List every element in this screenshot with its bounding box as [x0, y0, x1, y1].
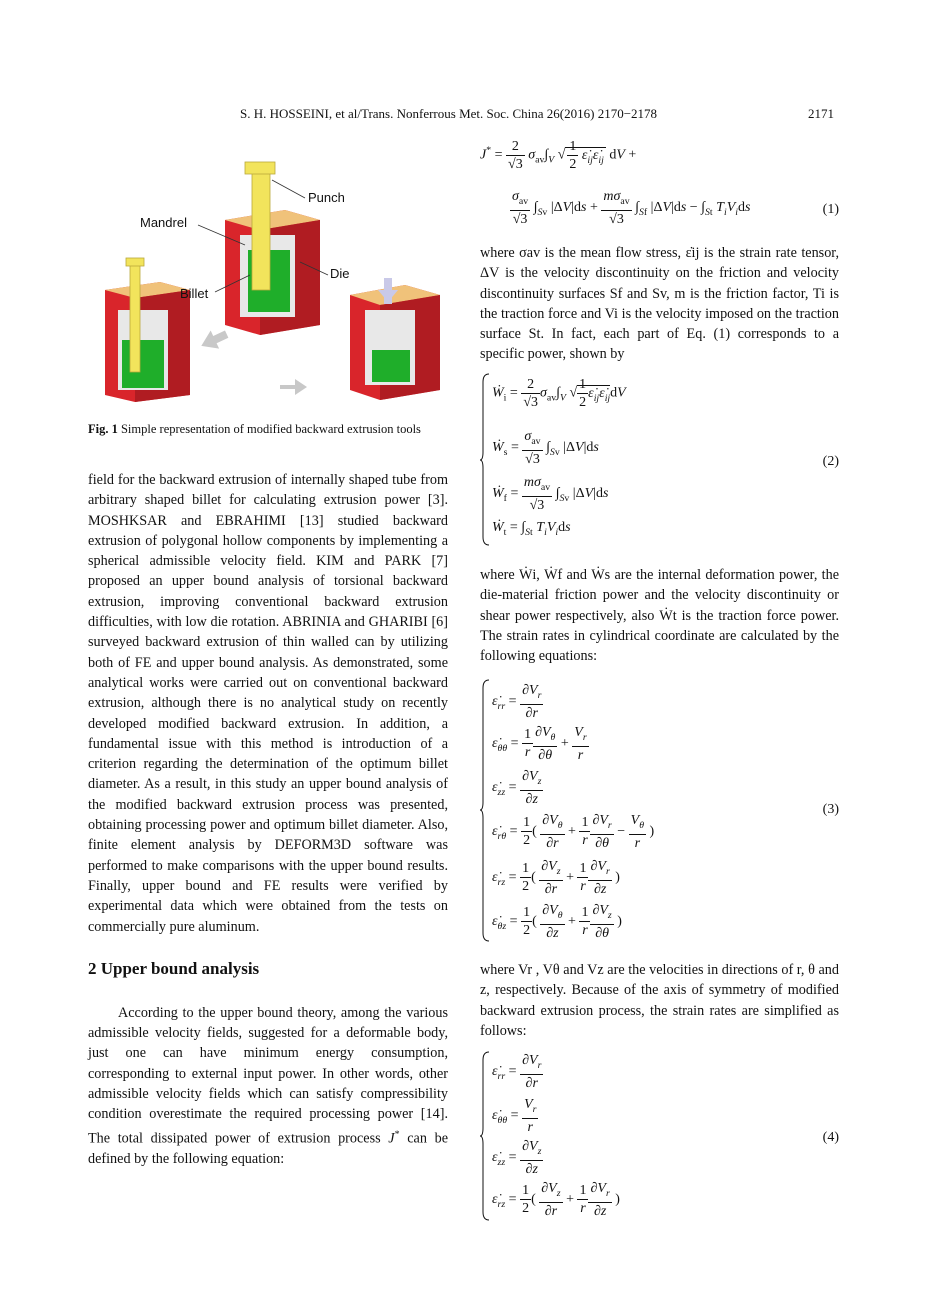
label-mandrel: Mandrel: [140, 215, 187, 230]
caption-text: Simple representation of modified backward extrusion tools: [120, 422, 421, 436]
label-billet: Billet: [180, 286, 209, 301]
figure-1: [100, 150, 448, 405]
label-punch: Punch: [308, 190, 345, 205]
equation-4: $\varepsiloṅ_{rr}$ = $\frac{\partial V_r}{\partial r}$ $\varepsiloṅ_{\theta\theta}$ = $\frac{V_r}{r}$ $\varepsiloṅ_{zz}$ = $\frac{\partial V_z}{\partial z}$ $\varepsiloṅ_{rz}$ = $\frac{1}{2}$ ( $\frac{\partial V_z}{\partial r}$ + $\frac{1}{r}$ $\frac{\partial V_r}{\partial z}$ ) (4): [480, 1050, 839, 1228]
running-title: S. H. HOSSEINI, et al/Trans. Nonferrous Met. Soc. China 26(2016) 2170−2178: [240, 106, 658, 121]
paragraph-intro-cont: field for the backward extrusion of internally shaped tube from arbitrary shaped billet for calculating extrusion power [3]. MOSHKSAR and EBRAHIMI [13] studied backward extrusion of polygonal hollow components by implementing a spherical admissible velocity field. KIM and PARK [7] proposed an upper bound analysis of torsional backward extrusion, improving conventional backward extrusion difficulties, with low die rotation. ABRINIA and GHARIBI [6] surveyed backward extrusion of thin walled can by utilizing both of FE and upper bound analysis. As demonstrated, some analytical works were carried out on conventional backward extrusion, although there is no analytical study on recently developed modified backward extrusion. In addition, a fundamental issue with this method is introduction of a criterion regarding the determination of the optimum billet diameter. As a result, in this study an upper bound analysis of the modified backward extrusion process was presented, obtaining processing power and optimum billet diameter. Also, finite element analysis by DEFORM3D software was performed to make comparisons with the upper bound results. Finally, upper bound and FE results were verified by experimental data which were obtained from the tests on commercially pure aluminum.: [88, 472, 448, 935]
paragraph-upper-bound: According to the upper bound theory, among the various admissible velocity fields, suggested for a deformable body, just one can have minimum energy consumption, corresponding to external input power. In other words, other admissible velocity fields which can satisfy compressibility condition overestimate the required processing power [14]. The total dissipated power of extrusion process J* can be defined by the following equation:: [88, 1004, 448, 1167]
section-heading: 2 Upper bound analysis: [88, 958, 260, 978]
text-after-eq1: where σav is the mean flow stress, ε̇ij is the strain rate tensor, ΔV is the velocity discontinuity on the friction and velocity discontinuity surfaces Sf and Sv, m is the friction factor, Ti is the traction force and Vi is the velocity imposed on the traction surface St. In fact, each part of Eq. (1) corresponds to a specific power, shown by: [480, 245, 839, 363]
text-after-eq3: where Vr , Vθ and Vz are the velocities in directions of r, θ and z, respectively. Because of the axis of symmetry of modified backward extrusion process, the strain rates are simplified as follows:: [480, 962, 839, 1039]
middle-die-assembly: [225, 162, 320, 335]
eq3-number: (3): [822, 802, 839, 817]
caption-label: Fig. 1: [88, 422, 118, 436]
eq2-number: (2): [822, 454, 839, 469]
equation-2: Ẇ$_i$ = $\frac{2}{√3}$ $\sigma_{av}\int_V$ √ $\frac{1}{2}$ $\varepsiloṅ_{ij}\varepsiloṅ_{ij}dV$ Ẇ$_s$ = $\frac{\sigma_{av}}{√3}$ $\int_{Sv}$ |ΔV|ds Ẇ$_f$ = $\frac{m\sigma_{av}}{√3}$ $\int_{Sv}$ |ΔV|ds Ẇ$_t$ = $\int_{St}$ $T_iV_ids$ (2): [480, 372, 839, 552]
equation-3: $\varepsiloṅ_{rr}$ = $\frac{\partial V_r}{\partial r}$ $\varepsiloṅ_{\theta\theta}$ = $\frac{1}{r}$ $\frac{\partial V_\theta}{\partial\theta}$ + $\frac{V_r}{r}$ $\varepsiloṅ_{zz}$ = $\frac{\partial V_z}{\partial z}$ $\varepsiloṅ_{r\theta}$ = $\frac{1}{2}$ ( $\frac{\partial V_\theta}{\partial r}$ + $\frac{1}{r}$ $\frac{\partial V_r}{\partial\theta}$ − $\frac{V_\theta}{r}$ ) $\varepsiloṅ_{rz}$ = $\frac{1}{2}$ ( $\frac{\partial V_z}{\partial r}$ + $\frac{1}{r}$ $\frac{\partial V_r}{\partial z}$ ) $\varepsiloṅ_{\theta z}$ = $\frac{1}{2}$ ( $\frac{\partial V_\theta}{\partial z}$ + $\frac{1}{r}$ $\frac{\partial V_z}{\partial\theta}$ ) (3): [480, 678, 839, 948]
figure-caption: [88, 420, 448, 439]
right-die-assembly: [350, 278, 440, 400]
extrusion-tools-illustration: [100, 150, 448, 405]
left-column: [88, 470, 448, 1169]
left-die-assembly: [105, 258, 190, 402]
equation-1: J* = $\frac{2}{√3}$ $\sigma_{av}\int_V$ √ $\frac{1}{2}$ $\varepsiloṅ_{ij}\varepsiloṅ_{ij}$ dV + $\frac{\sigma_{av}}{√3}$ $\int_{Sv}$ |ΔV|ds + $\frac{m\sigma_{av}}{√3}$ $\int_{Sf}$ $|\Delta V|ds - \int_{St}$ $T_iV_ids$ (1): [480, 139, 839, 227]
eq4-number: (4): [822, 1130, 839, 1145]
page-number: 2171: [808, 106, 834, 121]
label-die: Die: [330, 266, 350, 281]
eq1-number: (1): [822, 202, 839, 217]
text-after-eq2: where Ẇi, Ẇf and Ẇs are the internal deformation power, the die-material friction power and the velocity discontinuity or shear power respectively, also Ẇt is the traction force power. The strain rates in cylindrical coordinate are calculated by the following equations:: [480, 567, 839, 665]
